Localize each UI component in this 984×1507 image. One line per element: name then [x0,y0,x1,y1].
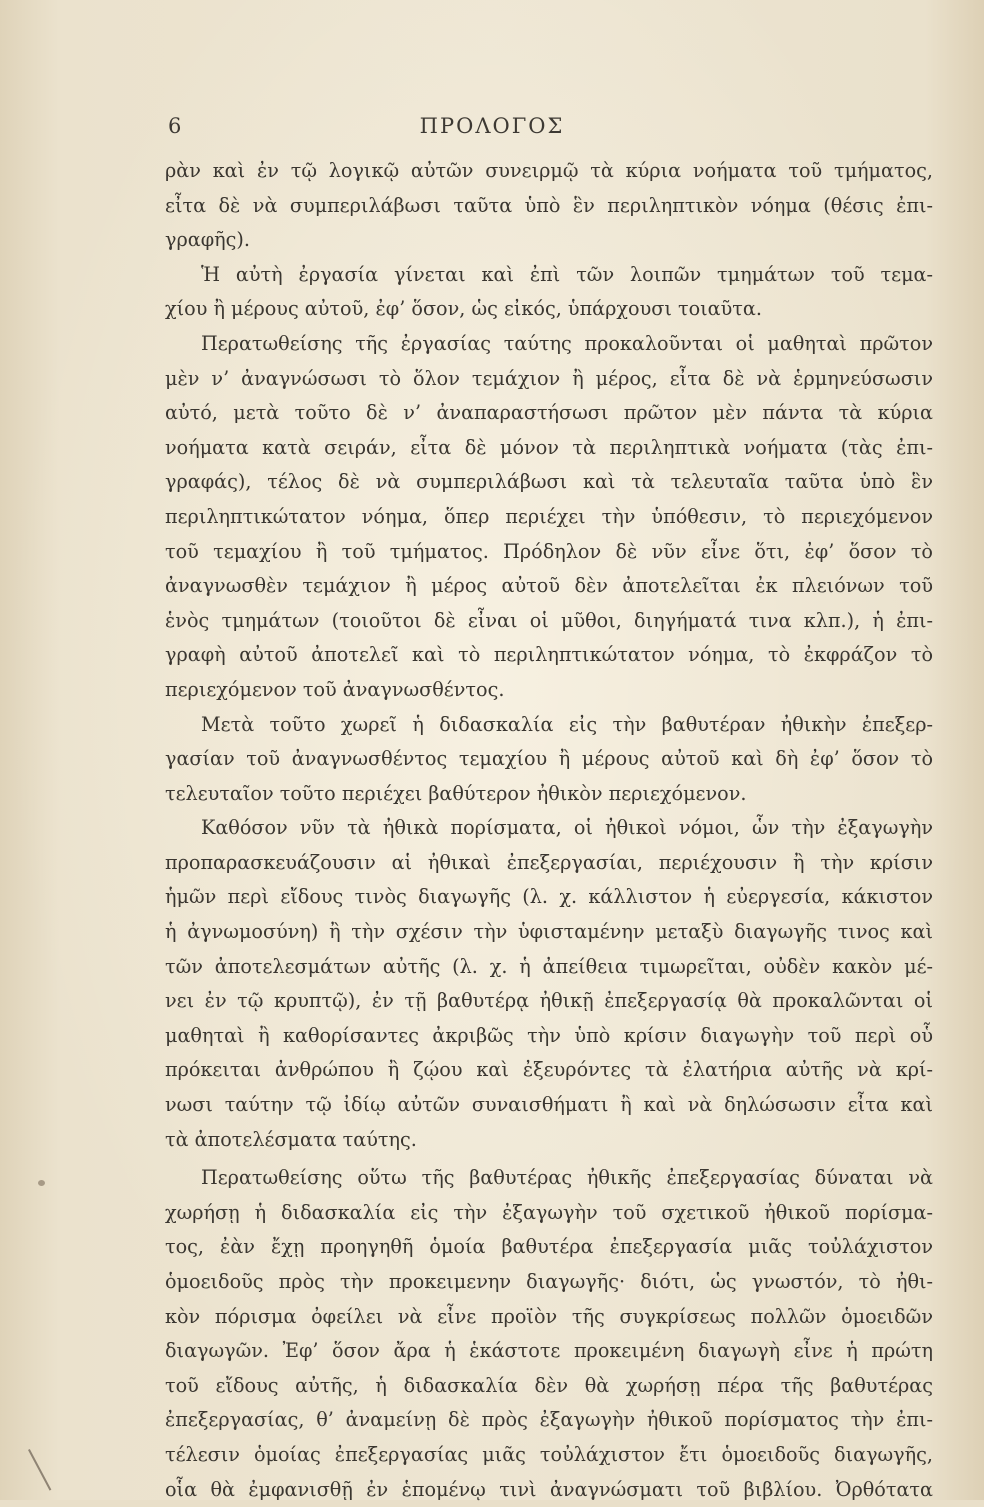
paper-speck [38,1180,45,1186]
text-line: ρὰν καὶ ἐν τῷ λογικῷ αὐτῶν συνειρμῷ τὰ κύρια νοήματα τοῦ τμήματος, [165,159,933,182]
text-line: Ἡ αὐτὴ ἐργασία γίνεται καὶ ἐπὶ τῶν λοιπῶν τμημάτων τοῦ τεμα- [201,262,933,286]
text-line: Περατωθείσης οὕτω τῆς βαθυτέρας ἠθικῆς ἐπεξεργασίας δύναται νὰ [201,1166,933,1190]
body-text [165,154,933,1507]
text-line: ὁμοειδοῦς πρὸς τὴν προκειμενην διαγωγῆς· διότι, ὡς γνωστόν, τὸ ἠθι- [165,1270,933,1293]
text-line: τέλεσιν ὁμοίας ἐπεξεργασίας μιᾶς τοὐλάχιστον ἔτι ὁμοειδοῦς διαγωγῆς, [165,1442,933,1466]
text-line: οἷα θὰ ἐμφανισθῇ ἐν ἑπομένῳ τινὶ ἀναγνώσματι τοῦ βιβλίου. Ὀρθότατα [165,1477,933,1501]
text-line: ἐπεξεργασίας, θ’ ἀναμείνῃ δὲ πρὸς ἐξαγωγὴν ἠθικοῦ πορίσματος τὴν ἐπι- [165,1408,933,1432]
text-line: περιληπτικώτατον νόημα, ὅπερ περιέχει τὴν ὑπόθεσιν, τὸ περιεχόμενον [165,504,933,528]
text-line: ἡμῶν περὶ εἴδους τινὸς διαγωγῆς (λ. χ. κάλλιστον ἡ εὐεργεσία, κάκιστον [165,885,933,909]
text-line: χωρήσῃ ἡ διδασκαλία εἰς τὴν ἐξαγωγὴν τοῦ σχετικοῦ ἠθικοῦ πορίσμα- [165,1200,933,1224]
text-line: κὸν πόρισμα ὀφείλει νὰ εἶνε προϊὸν τῆς συγκρίσεως πολλῶν ὁμοειδῶν [165,1304,933,1328]
text-line: μὲν ν’ ἀναγνώσωσι τὸ ὅλον τεμάχιον ἢ μέρος, εἶτα δὲ νὰ ἑρμηνεύσωσιν [165,366,933,390]
text-line: τῶν ἀποτελεσμάτων αὐτῆς (λ. χ. ἡ ἀπείθεια τιμωρεῖται, οὐδὲν κακὸν μέ- [165,954,933,978]
text-line: τοῦ εἴδους αὐτῆς, ἡ διδασκαλία δὲν θὰ χωρήσῃ πέρα τῆς βαθυτέρας [165,1373,933,1397]
text-line: τελευταῖον τοῦτο περιέχει βαθύτερον ἠθικὸν περιεχόμενον. [165,781,747,805]
text-line: Καθόσον νῦν τὰ ἠθικὰ πορίσματα, οἱ ἠθικοὶ νόμοι, ὧν τὴν ἐξαγωγὴν [201,816,933,840]
text-line: νωσι ταύτην τῷ ἰδίῳ αὐτῶν συναισθήματι ἢ καὶ νὰ δηλώσωσιν εἶτα καὶ [165,1093,933,1117]
text-line: Περατωθείσης τῆς ἐργασίας ταύτης προκαλοῦνται οἱ μαθηταὶ πρῶτον [201,331,933,355]
text-line: αὐτό, μετὰ τοῦτο δὲ ν’ ἀναπαραστήσωσι πρῶτον μὲν πάντα τὰ κύρια [165,401,933,425]
text-line: ἀναγνωσθὲν τεμάχιον ἢ μέρος αὐτοῦ δὲν ἀποτελεῖται ἐκ πλειόνων τοῦ [165,574,933,598]
text-line: πρόκειται ἀνθρώπου ἢ ζῴου καὶ ἐξευρόντες τὰ ἐλατήρια αὐτῆς νὰ κρί- [165,1058,933,1082]
text-line: γασίαν τοῦ ἀναγνωσθέντος τεμαχίου ἢ μέρους αὐτοῦ καὶ δὴ ἐφ’ ὅσον τὸ [165,747,933,771]
text-line: εἶτα δὲ νὰ συμπεριλάβωσι ταῦτα ὑπὸ ἓν περιληπτικὸν νόημα (θέσις ἐπι- [165,193,933,217]
text-line: νοήματα κατὰ σειράν, εἶτα δὲ μόνον τὰ περιληπτικὰ νοήματα (τὰς ἐπι- [165,435,933,459]
page-header [0,114,984,144]
text-line: περιεχόμενον τοῦ ἀναγνωσθέντος. [165,677,505,701]
text-line: γραφάς), τέλος δὲ νὰ συμπεριλάβωσι καὶ τὰ τελευταῖα ταῦτα ὑπὸ ἓν [165,470,933,494]
text-line: ἑνὸς τμημάτων (τοιοῦτοι δὲ εἶναι οἱ μῦθοι, διηγήματά τινα κλπ.), ἡ ἐπι- [165,608,933,632]
paper-scratch [28,1449,51,1491]
text-line: τοῦ τεμαχίου ἢ τοῦ τμήματος. Πρόδηλον δὲ νῦν εἶνε ὅτι, ἐφ’ ὅσον τὸ [165,539,933,563]
text-line: προπαρασκευάζουσιν αἱ ἠθικαὶ ἐπεξεργασίαι, περιέχουσιν ἢ τὴν κρίσιν [165,850,933,874]
text-line: διαγωγῶν. Ἐφ’ ὅσον ἄρα ἡ ἑκάστοτε προκειμένη διαγωγὴ εἶνε ἡ πρώτη [165,1339,933,1363]
text-line: μαθηταὶ ἢ καθορίσαντες ἀκριβῶς τὴν ὑπὸ κρίσιν διαγωγὴν τοῦ περὶ οὗ [165,1023,933,1047]
text-line: ἡ ἀγνωμοσύνη) ἢ τὴν σχέσιν τὴν ὑφισταμένην μεταξὺ διαγωγῆς τινος καὶ [165,920,933,944]
running-title: ΠΡΟΛΟΓΟΣ [419,114,565,138]
text-line: Μετὰ τοῦτο χωρεῖ ἡ διδασκαλία εἰς τὴν βαθυτέραν ἠθικὴν ἐπεξερ- [201,712,933,736]
page-number: 6 [168,114,183,138]
text-line: τὰ ἀποτελέσματα ταύτης. [165,1127,417,1151]
text-line: χίου ἢ μέρους αὐτοῦ, ἐφ’ ὅσον, ὡς εἰκός, ὑπάρχουσι τοιαῦτα. [165,297,762,321]
text-line: τος, ἐὰν ἔχῃ προηγηθῆ ὁμοία βαθυτέρα ἐπεξεργασία μιᾶς τοὐλάχιστον [165,1235,933,1259]
text-line: γραφὴ αὐτοῦ ἀποτελεῖ καὶ τὸ περιληπτικώτατον νόημα, τὸ ἐκφράζον τὸ [165,643,933,667]
text-line: νει ἐν τῷ κρυπτῷ), ἐν τῇ βαθυτέρᾳ ἠθικῇ ἐπεξεργασίᾳ θὰ προκαλῶνται οἱ [165,989,933,1013]
text-line: γραφῆς). [165,228,250,252]
